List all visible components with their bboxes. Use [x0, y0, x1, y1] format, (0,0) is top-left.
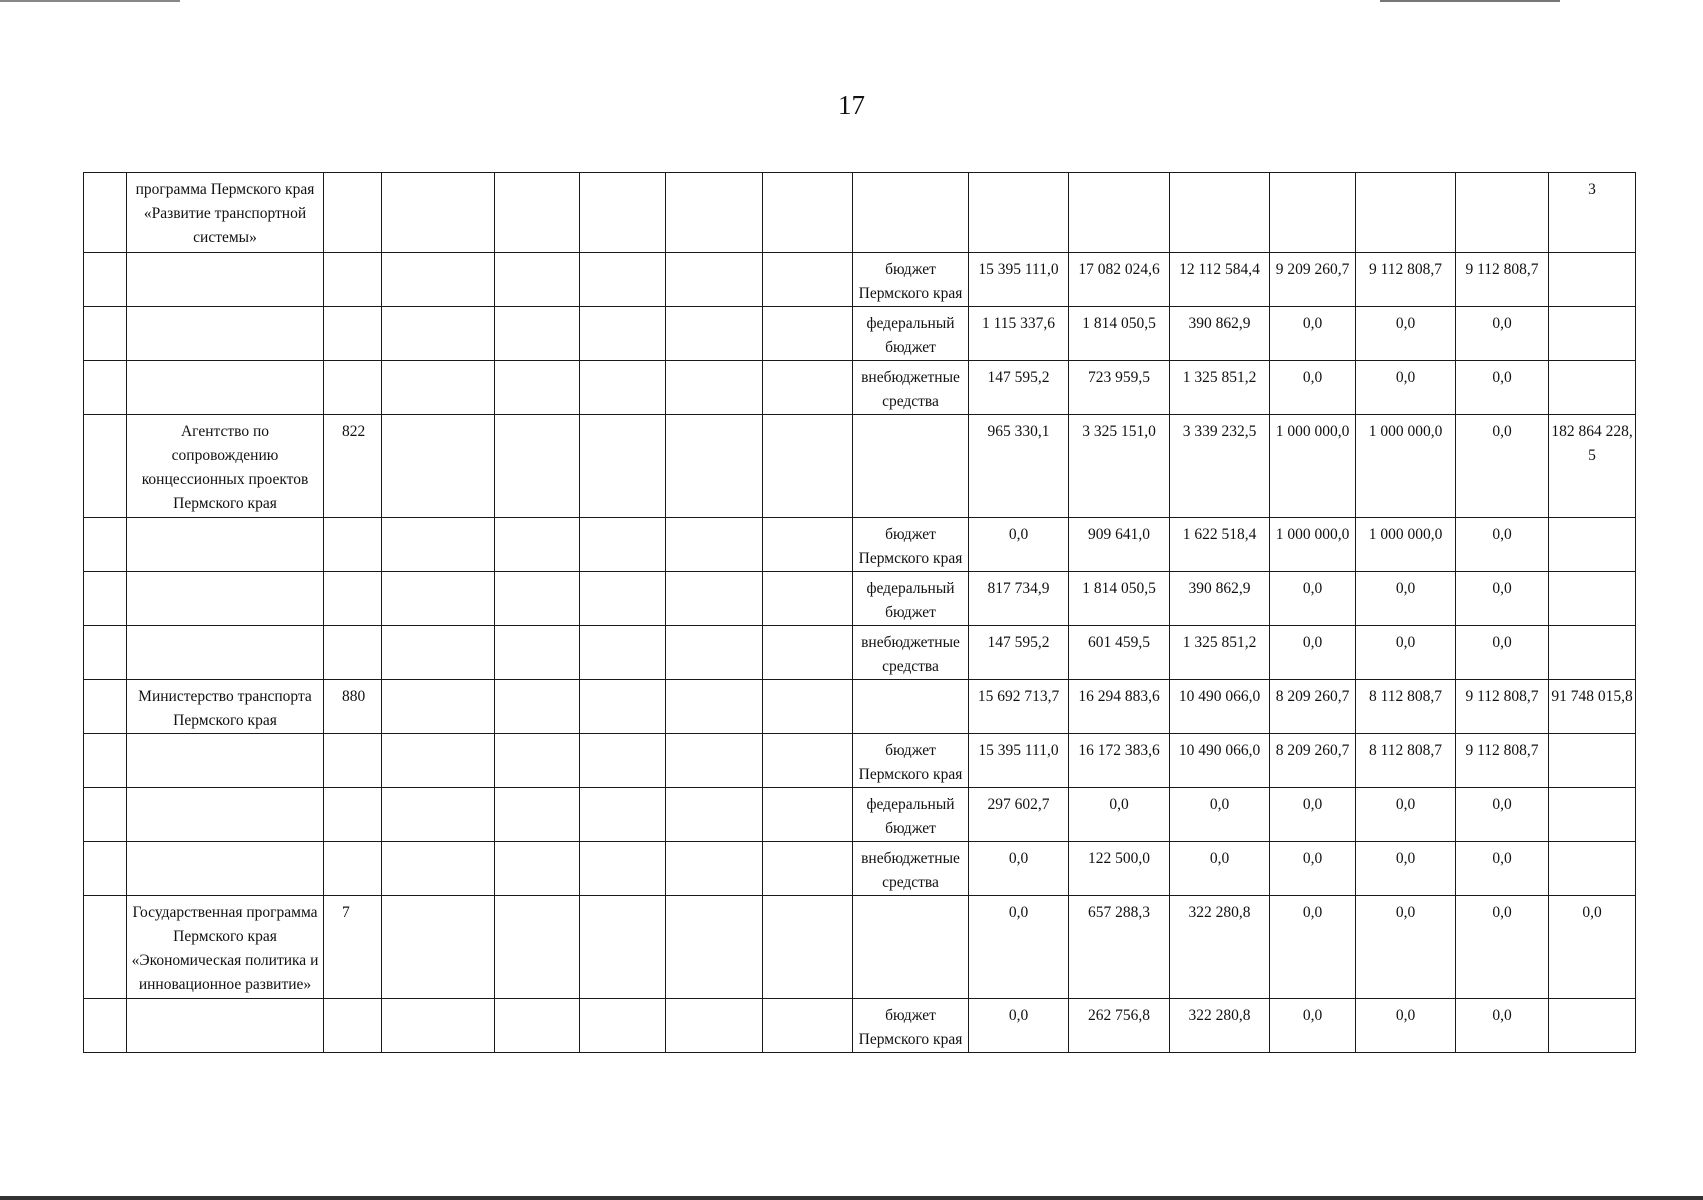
year-value-cell: 1 622 518,4 [1170, 518, 1270, 572]
code-cell [324, 842, 382, 896]
classification-cell [763, 518, 853, 572]
classification-cell [382, 680, 495, 734]
year-value-cell: 8 209 260,7 [1270, 734, 1356, 788]
table-row-program [84, 896, 1636, 999]
program-name-cell: Агентство по сопровождению концессионных проектов Пермского края [127, 415, 324, 518]
classification-cell [382, 896, 495, 999]
scan-edge-bottom [0, 1196, 1703, 1200]
code-cell [324, 307, 382, 361]
classification-cell [763, 173, 853, 253]
code-cell [324, 572, 382, 626]
year-value-cell: 1 325 851,2 [1170, 361, 1270, 415]
table-row-source [84, 788, 1636, 842]
total-cell [1549, 307, 1636, 361]
classification-cell [580, 307, 666, 361]
classification-cell [382, 173, 495, 253]
year-value-cell: 16 294 883,6 [1069, 680, 1170, 734]
classification-cell [580, 415, 666, 518]
classification-cell [495, 572, 580, 626]
classification-cell [495, 415, 580, 518]
classification-cell [382, 415, 495, 518]
row-marker-cell [84, 626, 127, 680]
funding-source-cell: федеральный бюджет [853, 788, 969, 842]
year-value-cell: 0,0 [1456, 896, 1549, 999]
classification-cell [763, 572, 853, 626]
page-number: 17 [838, 90, 865, 120]
classification-cell [382, 734, 495, 788]
table-row-source [84, 518, 1636, 572]
code-cell [324, 999, 382, 1053]
row-marker-cell [84, 842, 127, 896]
year-value-cell: 909 641,0 [1069, 518, 1170, 572]
year-value-cell: 1 115 337,6 [969, 307, 1069, 361]
classification-cell [580, 253, 666, 307]
row-marker-cell [84, 415, 127, 518]
year-value-cell: 8 112 808,7 [1356, 734, 1456, 788]
classification-cell [666, 253, 763, 307]
row-marker-cell [84, 896, 127, 999]
classification-cell [495, 999, 580, 1053]
total-cell: 182 864 228, 5 [1549, 415, 1636, 518]
classification-cell [382, 518, 495, 572]
year-value-cell: 0,0 [1270, 626, 1356, 680]
year-value-cell: 8 112 808,7 [1356, 680, 1456, 734]
row-marker-cell [84, 680, 127, 734]
classification-cell [580, 999, 666, 1053]
classification-cell [763, 842, 853, 896]
classification-cell [763, 253, 853, 307]
classification-cell [666, 788, 763, 842]
total-cell [1549, 734, 1636, 788]
program-name-cell [127, 999, 324, 1053]
year-value-cell: 0,0 [1456, 788, 1549, 842]
classification-cell [666, 999, 763, 1053]
year-value-cell: 0,0 [1356, 572, 1456, 626]
year-value-cell: 0,0 [1356, 361, 1456, 415]
year-value-cell: 10 490 066,0 [1170, 734, 1270, 788]
classification-cell [495, 734, 580, 788]
year-value-cell: 0,0 [1270, 999, 1356, 1053]
year-value-cell: 0,0 [1270, 361, 1356, 415]
row-marker-cell [84, 173, 127, 253]
year-value-cell: 9 112 808,7 [1356, 253, 1456, 307]
funding-source-cell [853, 173, 969, 253]
total-cell [1549, 572, 1636, 626]
classification-cell [580, 734, 666, 788]
year-value-cell: 0,0 [1356, 307, 1456, 361]
classification-cell [382, 788, 495, 842]
year-value-cell: 0,0 [1456, 415, 1549, 518]
year-value-cell: 122 500,0 [1069, 842, 1170, 896]
row-marker-cell [84, 307, 127, 361]
year-value-cell: 15 395 111,0 [969, 253, 1069, 307]
classification-cell [666, 734, 763, 788]
funding-source-cell: бюджет Пермского края [853, 518, 969, 572]
scan-edge-top [0, 0, 1703, 2]
year-value-cell: 0,0 [969, 842, 1069, 896]
year-value-cell: 147 595,2 [969, 361, 1069, 415]
classification-cell [495, 253, 580, 307]
year-value-cell: 0,0 [1456, 518, 1549, 572]
classification-cell [763, 788, 853, 842]
table-row-source [84, 842, 1636, 896]
funding-source-cell [853, 896, 969, 999]
year-value-cell: 8 209 260,7 [1270, 680, 1356, 734]
year-value-cell: 0,0 [1170, 788, 1270, 842]
table-row-source [84, 999, 1636, 1053]
classification-cell [666, 173, 763, 253]
year-value-cell: 0,0 [1270, 788, 1356, 842]
classification-cell [666, 361, 763, 415]
program-name-cell [127, 361, 324, 415]
program-name-cell [127, 842, 324, 896]
classification-cell [495, 361, 580, 415]
year-value-cell: 9 112 808,7 [1456, 734, 1549, 788]
total-cell [1549, 518, 1636, 572]
year-value-cell: 16 172 383,6 [1069, 734, 1170, 788]
classification-cell [580, 361, 666, 415]
year-value-cell: 0,0 [1270, 842, 1356, 896]
year-value-cell: 817 734,9 [969, 572, 1069, 626]
program-name-cell [127, 307, 324, 361]
classification-cell [763, 415, 853, 518]
year-value-cell: 322 280,8 [1170, 999, 1270, 1053]
row-marker-cell [84, 361, 127, 415]
year-value-cell: 0,0 [1069, 788, 1170, 842]
classification-cell [763, 626, 853, 680]
total-cell [1549, 626, 1636, 680]
year-value-cell: 0,0 [1270, 307, 1356, 361]
classification-cell [495, 518, 580, 572]
year-value-cell [1170, 173, 1270, 253]
classification-cell [495, 307, 580, 361]
year-value-cell: 0,0 [1270, 896, 1356, 999]
program-name-cell [127, 253, 324, 307]
classification-cell [382, 253, 495, 307]
year-value-cell: 3 325 151,0 [1069, 415, 1170, 518]
classification-cell [580, 788, 666, 842]
classification-cell [382, 307, 495, 361]
year-value-cell: 723 959,5 [1069, 361, 1170, 415]
classification-cell [495, 173, 580, 253]
classification-cell [666, 518, 763, 572]
classification-cell [763, 896, 853, 999]
classification-cell [495, 680, 580, 734]
year-value-cell [1356, 173, 1456, 253]
total-cell: 91 748 015,8 [1549, 680, 1636, 734]
table-row-source [84, 307, 1636, 361]
funding-source-cell: федеральный бюджет [853, 572, 969, 626]
year-value-cell: 390 862,9 [1170, 307, 1270, 361]
program-name-cell [127, 572, 324, 626]
program-name-cell [127, 734, 324, 788]
classification-cell [382, 361, 495, 415]
year-value-cell: 1 000 000,0 [1356, 518, 1456, 572]
year-value-cell [1270, 173, 1356, 253]
classification-cell [580, 680, 666, 734]
year-value-cell: 1 000 000,0 [1270, 518, 1356, 572]
year-value-cell: 0,0 [1356, 896, 1456, 999]
year-value-cell: 9 209 260,7 [1270, 253, 1356, 307]
classification-cell [495, 896, 580, 999]
year-value-cell: 9 112 808,7 [1456, 680, 1549, 734]
row-marker-cell [84, 788, 127, 842]
year-value-cell: 0,0 [1456, 572, 1549, 626]
funding-source-cell [853, 680, 969, 734]
program-name-cell: Министерство транспорта Пермского края [127, 680, 324, 734]
classification-cell [666, 307, 763, 361]
code-cell [324, 361, 382, 415]
year-value-cell: 10 490 066,0 [1170, 680, 1270, 734]
total-cell: 0,0 [1549, 896, 1636, 999]
row-marker-cell [84, 253, 127, 307]
funding-source-cell [853, 415, 969, 518]
table-row-program [84, 415, 1636, 518]
funding-source-cell: внебюджетные средства [853, 361, 969, 415]
year-value-cell: 390 862,9 [1170, 572, 1270, 626]
year-value-cell: 0,0 [1170, 842, 1270, 896]
code-cell [324, 518, 382, 572]
classification-cell [763, 680, 853, 734]
code-cell [324, 734, 382, 788]
table-row-source [84, 572, 1636, 626]
year-value-cell: 0,0 [1456, 361, 1549, 415]
row-marker-cell [84, 734, 127, 788]
total-cell: 3 [1549, 173, 1636, 253]
year-value-cell: 601 459,5 [1069, 626, 1170, 680]
classification-cell [763, 734, 853, 788]
year-value-cell: 0,0 [1270, 572, 1356, 626]
year-value-cell: 0,0 [1456, 307, 1549, 361]
classification-cell [580, 842, 666, 896]
year-value-cell: 3 339 232,5 [1170, 415, 1270, 518]
year-value-cell: 15 395 111,0 [969, 734, 1069, 788]
code-cell: 880 [324, 680, 382, 734]
classification-cell [580, 572, 666, 626]
year-value-cell: 0,0 [1356, 626, 1456, 680]
year-value-cell: 1 000 000,0 [1270, 415, 1356, 518]
year-value-cell: 0,0 [1356, 788, 1456, 842]
year-value-cell: 15 692 713,7 [969, 680, 1069, 734]
table-row-source [84, 626, 1636, 680]
year-value-cell: 297 602,7 [969, 788, 1069, 842]
classification-cell [580, 518, 666, 572]
table-row-source [84, 253, 1636, 307]
program-name-cell [127, 788, 324, 842]
program-name-cell [127, 518, 324, 572]
year-value-cell: 657 288,3 [1069, 896, 1170, 999]
row-marker-cell [84, 518, 127, 572]
code-cell [324, 173, 382, 253]
code-cell [324, 788, 382, 842]
funding-source-cell: внебюджетные средства [853, 842, 969, 896]
table-row-program [84, 173, 1636, 253]
year-value-cell: 262 756,8 [1069, 999, 1170, 1053]
budget-table [83, 172, 1636, 1053]
year-value-cell: 0,0 [969, 999, 1069, 1053]
year-value-cell: 0,0 [1356, 842, 1456, 896]
year-value-cell [1456, 173, 1549, 253]
table-row-program [84, 680, 1636, 734]
year-value-cell: 1 814 050,5 [1069, 307, 1170, 361]
classification-cell [495, 788, 580, 842]
table-body [84, 173, 1636, 1053]
code-cell [324, 253, 382, 307]
program-name-cell [127, 626, 324, 680]
code-cell: 7 [324, 896, 382, 999]
classification-cell [495, 842, 580, 896]
classification-cell [382, 999, 495, 1053]
classification-cell [580, 173, 666, 253]
year-value-cell: 12 112 584,4 [1170, 253, 1270, 307]
year-value-cell [1069, 173, 1170, 253]
year-value-cell: 17 082 024,6 [1069, 253, 1170, 307]
funding-source-cell: бюджет Пермского края [853, 734, 969, 788]
classification-cell [666, 572, 763, 626]
year-value-cell: 322 280,8 [1170, 896, 1270, 999]
year-value-cell: 0,0 [969, 518, 1069, 572]
classification-cell [666, 842, 763, 896]
year-value-cell: 0,0 [1456, 999, 1549, 1053]
total-cell [1549, 361, 1636, 415]
program-name-cell: программа Пермского края «Развитие транспортной системы» [127, 173, 324, 253]
classification-cell [666, 415, 763, 518]
total-cell [1549, 788, 1636, 842]
classification-cell [382, 842, 495, 896]
classification-cell [763, 999, 853, 1053]
code-cell: 822 [324, 415, 382, 518]
classification-cell [382, 572, 495, 626]
year-value-cell: 0,0 [969, 896, 1069, 999]
year-value-cell: 1 000 000,0 [1356, 415, 1456, 518]
classification-cell [382, 626, 495, 680]
funding-source-cell: бюджет Пермского края [853, 253, 969, 307]
classification-cell [580, 896, 666, 999]
year-value-cell: 1 814 050,5 [1069, 572, 1170, 626]
classification-cell [763, 307, 853, 361]
code-cell [324, 626, 382, 680]
funding-source-cell: внебюджетные средства [853, 626, 969, 680]
year-value-cell: 0,0 [1356, 999, 1456, 1053]
year-value-cell: 147 595,2 [969, 626, 1069, 680]
total-cell [1549, 253, 1636, 307]
row-marker-cell [84, 999, 127, 1053]
row-marker-cell [84, 572, 127, 626]
classification-cell [666, 626, 763, 680]
year-value-cell: 965 330,1 [969, 415, 1069, 518]
total-cell [1549, 842, 1636, 896]
year-value-cell: 0,0 [1456, 842, 1549, 896]
program-name-cell: Государственная программа Пермского края «Экономическая политика и инновационное развитие» [127, 896, 324, 999]
year-value-cell: 9 112 808,7 [1456, 253, 1549, 307]
table-row-source [84, 361, 1636, 415]
classification-cell [666, 680, 763, 734]
year-value-cell: 1 325 851,2 [1170, 626, 1270, 680]
year-value-cell [969, 173, 1069, 253]
classification-cell [580, 626, 666, 680]
classification-cell [666, 896, 763, 999]
classification-cell [763, 361, 853, 415]
total-cell [1549, 999, 1636, 1053]
year-value-cell: 0,0 [1456, 626, 1549, 680]
classification-cell [495, 626, 580, 680]
funding-source-cell: бюджет Пермского края [853, 999, 969, 1053]
funding-source-cell: федеральный бюджет [853, 307, 969, 361]
table-row-source [84, 734, 1636, 788]
